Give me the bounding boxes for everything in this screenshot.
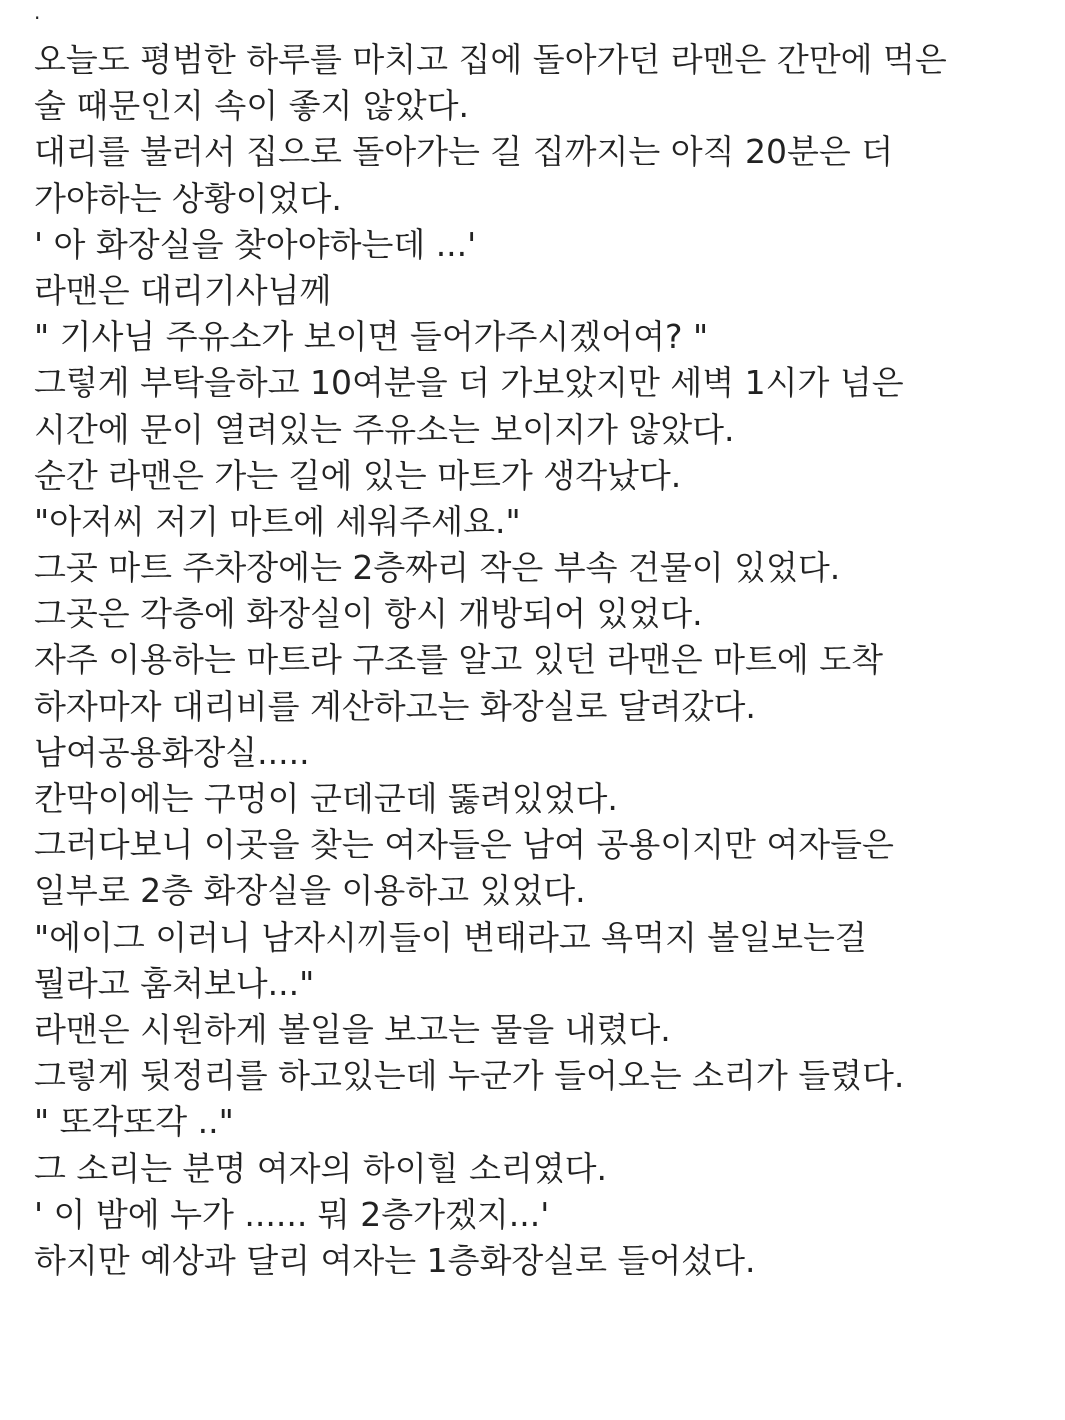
text-line: " 기사님 주유소가 보이면 들어가주시겠어여? " [34, 317, 709, 357]
text-line: 시간에 문이 열려있는 주유소는 보이지가 않았다. [34, 409, 735, 449]
text-line: "아저씨 저기 마트에 세워주세요." [34, 501, 521, 541]
text-line: ' 아 화장실을 찾아야하는데 ...' [34, 224, 477, 264]
text-line: 남여공용화장실..... [34, 732, 310, 772]
text-line: 하자마자 대리비를 계산하고는 화장실로 달려갔다. [34, 686, 756, 726]
story-text [34, 37, 1054, 1284]
text-line: 칸막이에는 구멍이 군데군데 뚫려있었다. [34, 779, 618, 818]
text-line: 대리를 불러서 집으로 돌아가는 길 집까지는 아직 20분은 더 [34, 132, 894, 172]
text-line: 그렇게 뒷정리를 하고있는데 누군가 들어오는 소리가 들렸다. [34, 1056, 905, 1096]
text-line: 술 때문인지 속이 좋지 않았다. [34, 86, 469, 126]
text-line: ' 이 밤에 누가 ...... 뭐 2층가겠지...' [34, 1194, 550, 1234]
text-line: 그곳은 각층에 화장실이 항시 개방되어 있었다. [34, 594, 703, 634]
text-line: 오늘도 평범한 하루를 마치고 집에 돌아가던 라맨은 간만에 먹은 [34, 40, 947, 79]
text-line: 가야하는 상황이었다. [34, 178, 342, 218]
text-line: 일부로 2층 화장실을 이용하고 있었다. [34, 871, 586, 911]
text-line: 그 소리는 분명 여자의 하이힐 소리였다. [34, 1148, 607, 1188]
text-line: 그러다보니 이곳을 찾는 여자들은 남여 공용이지만 여자들은 [34, 825, 894, 865]
text-line: 라맨은 시원하게 볼일을 보고는 물을 내렸다. [34, 1009, 671, 1049]
text-line: " 또각또각 .." [34, 1102, 234, 1142]
text-line: 라맨은 대리기사님께 [34, 270, 332, 310]
text-line: 하지만 예상과 달리 여자는 1층화장실로 들어섰다. [34, 1240, 756, 1280]
text-line: 뭘라고 훔처보나..." [34, 963, 315, 1003]
text-line: 그곳 마트 주차장에는 2층짜리 작은 부속 건물이 있었다. [34, 548, 841, 588]
text-line: 순간 라맨은 가는 길에 있는 마트가 생각났다. [34, 455, 682, 495]
text-line: 자주 이용하는 마트라 구조를 알고 있던 라맨은 마트에 도착 [34, 640, 883, 680]
text-line: "에이그 이러니 남자시끼들이 변태라고 욕먹지 볼일보는걸 [34, 917, 867, 957]
leading-dot: . [34, 0, 41, 24]
text-line: 그렇게 부탁을하고 10여분을 더 가보았지만 세벽 1시가 넘은 [34, 363, 904, 403]
